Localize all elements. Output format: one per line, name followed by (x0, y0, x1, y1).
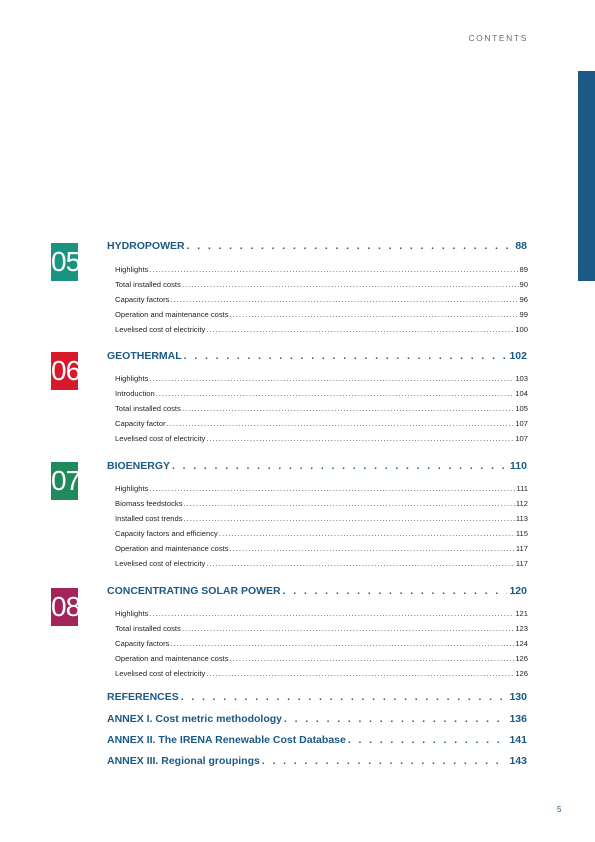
toc-chapter-link[interactable] (107, 349, 527, 363)
annex-title: ANNEX I. Cost metric methodology (107, 713, 283, 725)
toc-chapter-link[interactable] (107, 459, 527, 473)
toc-item-page: 90 (519, 280, 528, 289)
toc-item[interactable] (115, 498, 528, 509)
toc-item-label: Operation and maintenance costs (115, 544, 229, 553)
toc-item[interactable] (115, 403, 528, 414)
toc-item-page: 111 (516, 484, 528, 493)
dot-leader (219, 528, 515, 539)
toc-item[interactable] (115, 433, 528, 444)
toc-item-label: Highlights (115, 265, 149, 274)
dot-leader (184, 498, 515, 509)
toc-item-page: 104 (515, 389, 528, 398)
toc-item-label: Capacity factors (115, 639, 170, 648)
toc-item[interactable] (115, 388, 528, 399)
toc-item-page: 117 (515, 559, 528, 568)
annex-page: 130 (509, 691, 527, 703)
toc-item[interactable] (115, 653, 528, 664)
toc-item-label: Highlights (115, 374, 149, 383)
toc-item-page: 107 (515, 419, 528, 428)
dot-leader (230, 309, 519, 320)
chapter-title: GEOTHERMAL (107, 350, 182, 362)
toc-item-page: 89 (519, 265, 528, 274)
side-tab (578, 71, 595, 281)
dot-leader (206, 433, 514, 444)
dot-leader (170, 294, 518, 305)
dot-leader (170, 638, 514, 649)
annex-page: 143 (509, 755, 527, 767)
dot-leader (284, 712, 507, 726)
toc-item-page: 117 (515, 544, 528, 553)
toc-item-label: Total installed costs (115, 280, 181, 289)
toc-item[interactable] (115, 418, 528, 429)
dot-leader (206, 324, 514, 335)
toc-item-label: Introduction (115, 389, 155, 398)
dot-leader (262, 754, 508, 768)
toc-item-page: 124 (515, 639, 528, 648)
toc-item-page: 123 (515, 624, 528, 633)
chapter-title: HYDROPOWER (107, 240, 185, 252)
chapter-page: 110 (510, 460, 527, 472)
toc-item[interactable] (115, 373, 528, 384)
chapter-number-box: 08 (51, 588, 78, 626)
dot-leader (230, 543, 515, 554)
dot-leader (182, 279, 519, 290)
toc-item[interactable] (115, 608, 528, 619)
toc-item-page: 103 (515, 374, 528, 383)
toc-item[interactable] (115, 483, 528, 494)
toc-item-label: Total installed costs (115, 624, 181, 633)
toc-item-page: 105 (515, 404, 528, 413)
toc-item-label: Levelised cost of electricity (115, 434, 206, 443)
toc-item[interactable] (115, 513, 528, 524)
toc-item-label: Biomass feedstocks (115, 499, 183, 508)
toc-item[interactable] (115, 623, 528, 634)
chapter-title: BIOENERGY (107, 460, 171, 472)
toc-item[interactable] (115, 309, 528, 320)
toc-item[interactable] (115, 543, 528, 554)
chapter-number-box: 06 (51, 352, 78, 390)
annex-title: ANNEX II. The IRENA Renewable Cost Database (107, 734, 346, 746)
dot-leader (348, 733, 508, 747)
dot-leader (206, 558, 515, 569)
page-header-title: CONTENTS (468, 33, 528, 43)
toc-item[interactable] (115, 294, 528, 305)
dot-leader (167, 418, 515, 429)
toc-item-label: Operation and maintenance costs (115, 654, 229, 663)
toc-item[interactable] (115, 528, 528, 539)
chapter-number-box: 07 (51, 462, 78, 500)
chapter-page: 102 (509, 350, 527, 362)
annex-page: 141 (509, 734, 527, 746)
dot-leader (184, 349, 508, 363)
annex-page: 136 (509, 713, 527, 725)
toc-annex-link[interactable] (107, 733, 527, 747)
toc-item-page: 126 (515, 669, 528, 678)
toc-item[interactable] (115, 558, 528, 569)
toc-item[interactable] (115, 324, 528, 335)
toc-item[interactable] (115, 668, 528, 679)
dot-leader (184, 513, 515, 524)
toc-item-label: Highlights (115, 609, 149, 618)
dot-leader (181, 690, 508, 704)
annex-title: ANNEX III. Regional groupings (107, 755, 260, 767)
dot-leader (230, 653, 515, 664)
dot-leader (156, 388, 515, 399)
toc-item-label: Capacity factors (115, 295, 170, 304)
toc-item-page: 113 (515, 514, 528, 523)
toc-chapter-link[interactable] (107, 584, 527, 598)
toc-item-page: 115 (515, 529, 528, 538)
dot-leader (182, 403, 514, 414)
dot-leader (283, 584, 508, 598)
toc-item-page: 96 (519, 295, 528, 304)
toc-item-page: 99 (519, 310, 528, 319)
toc-item-label: Operation and maintenance costs (115, 310, 229, 319)
toc-item[interactable] (115, 264, 528, 275)
toc-item-page: 126 (515, 654, 528, 663)
toc-item-label: Levelised cost of electricity (115, 669, 206, 678)
annex-title: REFERENCES (107, 691, 179, 703)
chapter-number-box: 05 (51, 243, 78, 281)
toc-item-label: Capacity factor (115, 419, 166, 428)
toc-item-label: Total installed costs (115, 404, 181, 413)
dot-leader (187, 239, 514, 253)
toc-item[interactable] (115, 279, 528, 290)
toc-chapter-link[interactable] (107, 239, 527, 253)
toc-annex-link[interactable] (107, 754, 527, 768)
toc-item-page: 112 (515, 499, 528, 508)
chapter-page: 120 (509, 585, 527, 597)
dot-leader (149, 373, 514, 384)
toc-references-link[interactable] (107, 690, 527, 704)
toc-item[interactable] (115, 638, 528, 649)
toc-annex-link[interactable] (107, 712, 527, 726)
dot-leader (182, 623, 514, 634)
chapter-page: 88 (515, 240, 527, 252)
toc-item-page: 107 (515, 434, 528, 443)
page-number: 5 (557, 805, 562, 814)
toc-item-label: Levelised cost of electricity (115, 559, 206, 568)
toc-item-page: 100 (515, 325, 528, 334)
dot-leader (206, 668, 514, 679)
chapter-title: CONCENTRATING SOLAR POWER (107, 585, 281, 597)
toc-item-label: Highlights (115, 484, 149, 493)
dot-leader (149, 264, 518, 275)
dot-leader (149, 483, 515, 494)
toc-item-label: Installed cost trends (115, 514, 183, 523)
toc-item-label: Capacity factors and efficiency (115, 529, 218, 538)
toc-item-label: Levelised cost of electricity (115, 325, 206, 334)
toc-item-page: 121 (515, 609, 528, 618)
dot-leader (172, 459, 508, 473)
dot-leader (149, 608, 514, 619)
